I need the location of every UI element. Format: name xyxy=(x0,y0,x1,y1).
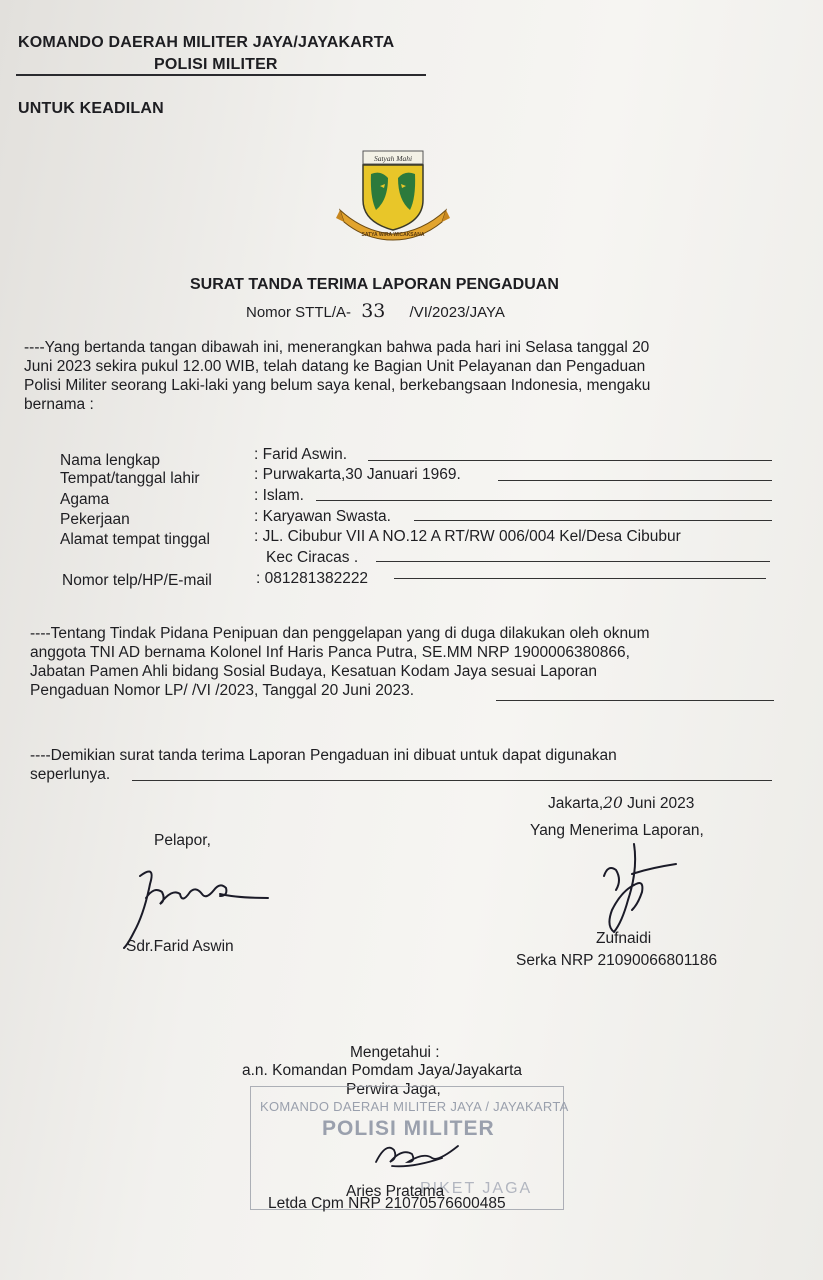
fill-line xyxy=(414,520,772,521)
offense-line: Jabatan Pamen Ahli bidang Sosial Budaya, Kesatuan Kodam Jaya sesuai Laporan xyxy=(30,663,597,680)
place-date-prefix: Jakarta, xyxy=(548,795,604,812)
field-label-religion: Agama xyxy=(60,491,110,508)
acknowledged-title: Mengetahui : xyxy=(350,1044,440,1061)
field-label-address: Alamat tempat tinggal xyxy=(60,531,210,548)
offense-line: anggota TNI AD bernama Kolonel Inf Haris Panca Putra, SE.MM NRP 1900006380866, xyxy=(30,644,630,661)
receiver-rank: Serka NRP 21090066801186 xyxy=(516,952,718,969)
header-underline xyxy=(16,74,426,76)
logo-banner-text: Satyah Mahi xyxy=(373,154,413,163)
stamp-top-text: KOMANDO DAERAH MILITER JAYA / JAYAKARTA xyxy=(260,1099,569,1114)
field-label-contact: Nomor telp/HP/E-mail xyxy=(62,572,212,589)
fill-line xyxy=(132,780,772,781)
reporter-name: Sdr.Farid Aswin xyxy=(126,938,234,955)
stamp-small-text: PIKET JAGA xyxy=(420,1180,533,1197)
acknowledged-line1: a.n. Komandan Pomdam Jaya/Jayakarta xyxy=(242,1062,523,1079)
document-number xyxy=(246,300,505,322)
offense-line: ----Tentang Tindak Pidana Penipuan dan penggelapan yang di duga dilakukan oleh oknum xyxy=(30,625,650,642)
fill-line xyxy=(394,578,766,579)
header-motto: UNTUK KEADILAN xyxy=(18,100,164,117)
field-value-contact: : 081281382222 xyxy=(256,570,369,587)
document-title: SURAT TANDA TERIMA LAPORAN PENGADUAN xyxy=(190,276,559,293)
receiver-name: Zufnaidi xyxy=(596,930,652,947)
intro-line: Polisi Militer seorang Laki-laki yang belum saya kenal, berkebangsaan Indonesia, mengaku xyxy=(24,377,651,394)
place-date xyxy=(548,794,694,813)
number-handwritten: 33 xyxy=(361,300,386,322)
header-unit: POLISI MILITER xyxy=(154,56,278,73)
acknowledged-line2: Perwira Jaga, xyxy=(346,1081,441,1098)
officer-nrp-text: Letda Cpm NRP 21070576600485 xyxy=(268,1195,506,1212)
field-value-birth: : Purwakarta,30 Januari 1969. xyxy=(254,466,461,483)
number-suffix: /VI/2023/JAYA xyxy=(409,304,505,321)
fill-line xyxy=(376,561,770,562)
officer-name: Aries Pratama xyxy=(346,1183,445,1200)
closing-line: seperlunya. xyxy=(30,766,111,783)
fill-line xyxy=(316,500,772,501)
officer-signature xyxy=(372,1132,462,1172)
reporter-title: Pelapor, xyxy=(154,832,211,849)
place-date-handwritten: 20 xyxy=(603,794,623,812)
header-command: KOMANDO DAERAH MILITER JAYA/JAYAKARTA xyxy=(18,34,395,51)
offense-paragraph xyxy=(30,624,774,700)
intro-line: ----Yang bertanda tangan dibawah ini, menerangkan bahwa pada hari ini Selasa tanggal 20 xyxy=(24,339,650,356)
fill-line xyxy=(368,460,772,461)
intro-paragraph xyxy=(24,338,772,414)
fill-line xyxy=(496,700,774,701)
intro-line: Juni 2023 sekira pukul 12.00 WIB, telah datang ke Bagian Unit Pelayanan dan Pengaduan xyxy=(24,358,646,375)
logo-ribbon-text: SATYA WIRA WICAKSANA xyxy=(361,232,425,238)
number-prefix: Nomor STTL/A- xyxy=(246,304,352,321)
fill-line xyxy=(498,480,772,481)
intro-line: bernama : xyxy=(24,396,94,413)
field-label-name: Nama lengkap xyxy=(60,452,160,469)
field-value-address: : JL. Cibubur VII A NO.12 A RT/RW 006/004 Kel/Desa Cibubur xyxy=(254,528,681,545)
closing-paragraph xyxy=(30,746,776,784)
receiver-title: Yang Menerima Laporan, xyxy=(530,822,704,839)
emblem-logo xyxy=(336,148,450,242)
officer-nrp xyxy=(268,1195,506,1212)
field-value-occupation: : Karyawan Swasta. xyxy=(254,508,391,525)
closing-line: ----Demikian surat tanda terima Laporan Pengaduan ini dibuat untuk dapat digunakan xyxy=(30,747,617,764)
stamp-main-text: POLISI MILITER xyxy=(322,1117,495,1140)
field-value-address-2: Kec Ciracas . xyxy=(266,549,359,566)
field-label-birth: Tempat/tanggal lahir xyxy=(60,470,200,487)
receiver-signature xyxy=(592,840,692,940)
field-value-religion: : Islam. xyxy=(254,487,304,504)
field-label-occupation: Pekerjaan xyxy=(60,511,130,528)
place-date-suffix: Juni 2023 xyxy=(622,795,695,812)
offense-line: Pengaduan Nomor LP/ /VI /2023, Tanggal 20 Juni 2023. xyxy=(30,682,415,699)
field-value-name: : Farid Aswin. xyxy=(254,446,348,463)
